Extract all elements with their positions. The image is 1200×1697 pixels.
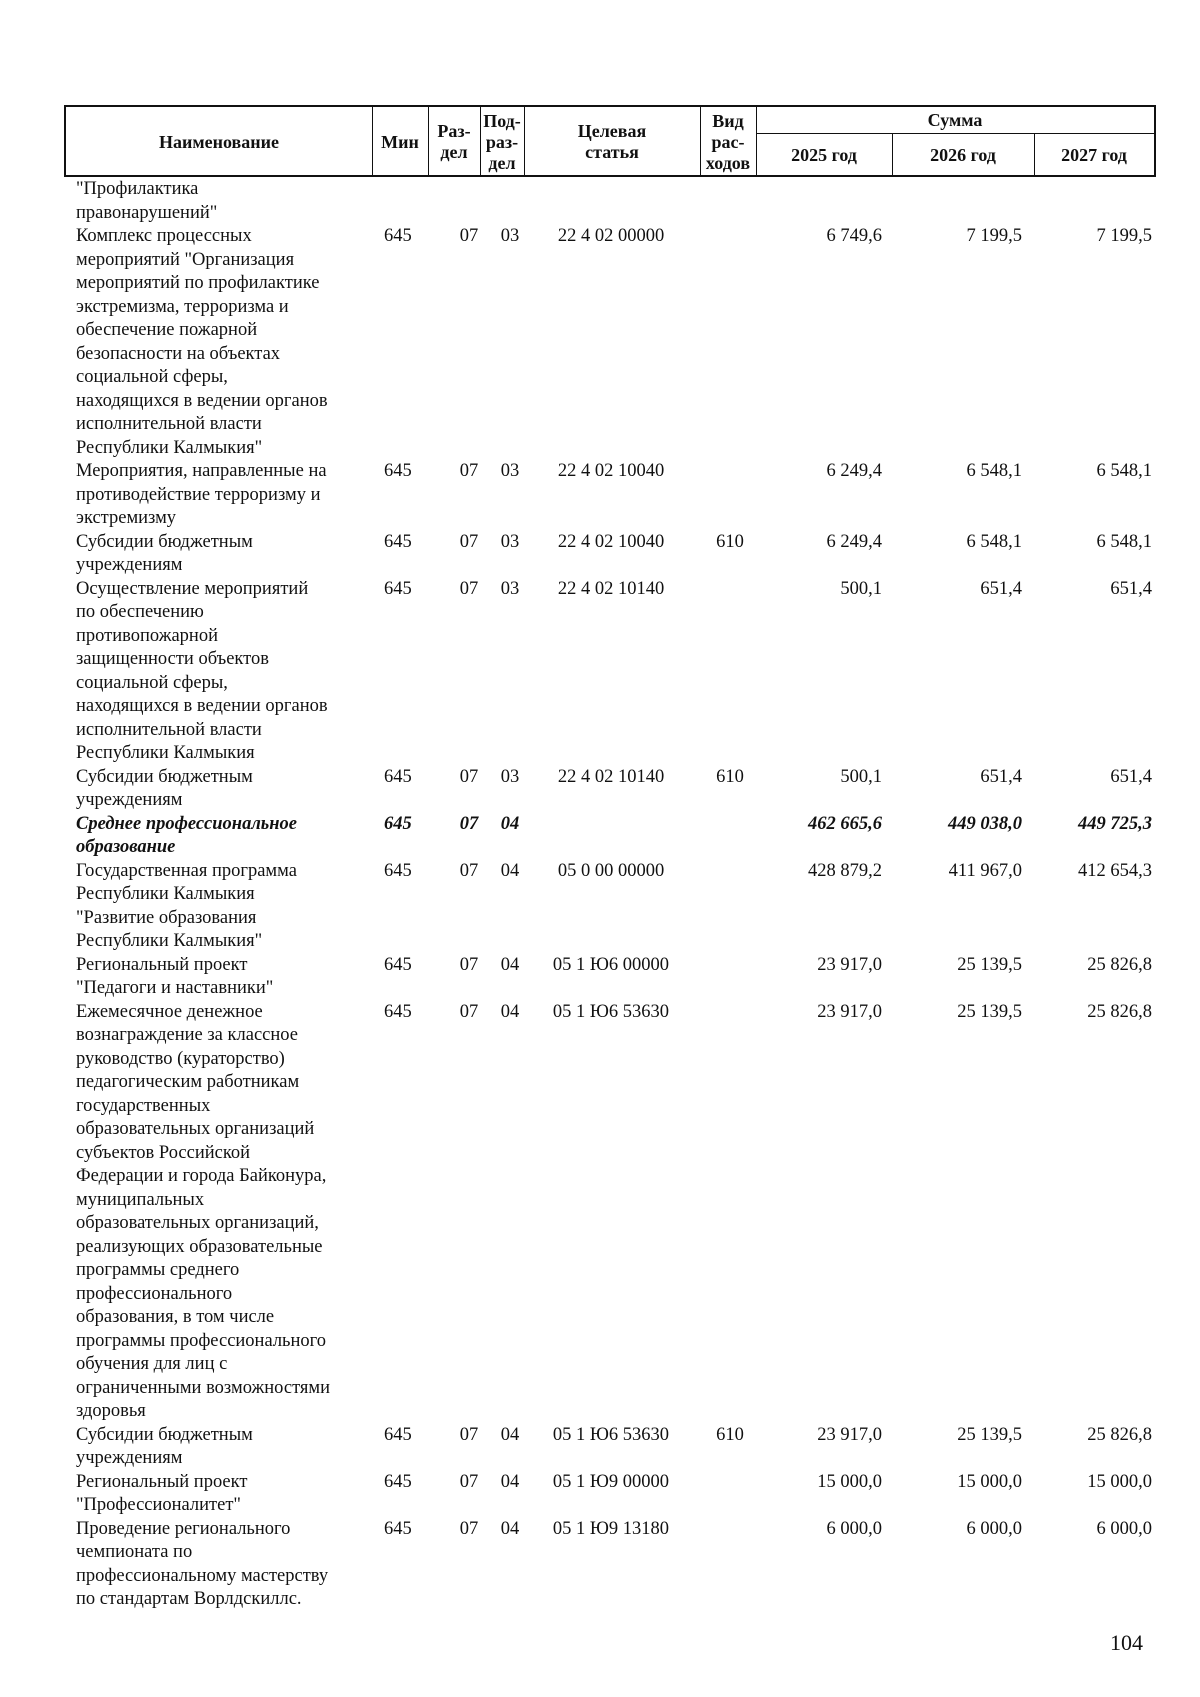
row-podrazdel: 04	[500, 1471, 520, 1492]
row-tsel: 05 1 Ю9 00000	[552, 1471, 670, 1492]
row-tsel: 22 4 02 10040	[557, 461, 665, 481]
row-min: 645	[384, 813, 412, 834]
row-y2027: 6 000,0	[1096, 1518, 1152, 1539]
row-y2026: 6 548,1	[966, 461, 1022, 481]
table-body	[64, 178, 1156, 1612]
row-y2025: 6 000,0	[826, 1518, 882, 1539]
row-y2025: 23 917,0	[817, 954, 882, 975]
row-y2027: 15 000,0	[1087, 1471, 1152, 1492]
row-razdel: 07	[459, 1471, 479, 1492]
header-2027: 2027 год	[1061, 144, 1127, 165]
row-razdel: 07	[459, 1001, 479, 1022]
row-y2026: 25 139,5	[957, 954, 1022, 975]
header-name: Наименование	[159, 131, 279, 152]
row-name: Региональный проект "Профессионалитет"	[76, 1471, 248, 1515]
row-razdel: 07	[459, 954, 479, 975]
row-name: Ежемесячное денежное вознаграждение за классное руководство (кураторство) педагогическим работникам государственных образовательных организаций субъектов Российской Федерации и города Байконура, муниципальных образовательных организаций, реализующих образовательные программы среднего профессионального образования, в том числе программы профессионального обучения для лиц с ограниченными возможностями здоровья	[76, 1001, 331, 1421]
row-name: Проведение регионального чемпионата по профессиональному мастерству по стандартам Ворлдскиллс.	[76, 1518, 329, 1609]
header-podrazdel: Под- раз- дел	[483, 110, 521, 173]
header-summa: Сумма	[927, 109, 983, 130]
row-y2025: 500,1	[840, 766, 882, 787]
row-razdel: 07	[459, 578, 479, 599]
table-row	[64, 578, 1156, 766]
row-min: 645	[384, 1424, 412, 1445]
row-podrazdel: 04	[500, 1424, 520, 1445]
row-name: "Профилактика правонарушений"	[76, 179, 218, 223]
row-y2026: 6 000,0	[966, 1518, 1022, 1539]
row-y2026: 25 139,5	[957, 1424, 1022, 1445]
row-y2026: 15 000,0	[957, 1471, 1022, 1492]
row-name: Осуществление мероприятий по обеспечению противопожарной защищенности объектов социальной сферы, находящихся в ведении органов исполнительной власти Республики Калмыкия	[76, 578, 328, 763]
row-min: 645	[384, 1518, 412, 1539]
row-name: Субсидии бюджетным учреждениям	[76, 531, 253, 575]
row-y2026: 651,4	[980, 766, 1022, 787]
row-podrazdel: 03	[500, 531, 520, 552]
row-podrazdel: 03	[500, 766, 520, 787]
row-name: Мероприятия, направленные на противодействие терроризму и экстремизму	[76, 461, 327, 528]
row-y2025: 428 879,2	[808, 860, 882, 881]
row-y2026: 411 967,0	[948, 860, 1022, 881]
row-tsel: 05 1 Ю6 00000	[552, 954, 670, 975]
header-razdel: Раз- дел	[437, 121, 471, 162]
table-header	[64, 105, 1156, 177]
row-podrazdel: 03	[500, 461, 520, 481]
table-row	[64, 1518, 1156, 1612]
row-name: Государственная программа Республики Калмыкия "Развитие образования Республики Калмыкия"	[76, 860, 297, 951]
row-podrazdel: 03	[500, 226, 520, 246]
row-vid: 610	[716, 531, 744, 552]
row-min: 645	[384, 766, 412, 787]
row-min: 645	[384, 461, 412, 481]
row-y2026: 25 139,5	[957, 1001, 1022, 1022]
row-y2025: 6 249,4	[826, 531, 882, 552]
row-name: Комплекс процессных мероприятий "Организация мероприятий по профилактике экстремизма, терроризма и обеспечение пожарной безопасности на объектах социальной сферы, находящихся в ведении органов исполнительной власти Республики Калмыкия"	[76, 226, 328, 458]
row-min: 645	[384, 860, 412, 881]
row-y2026: 651,4	[980, 578, 1022, 599]
row-y2025: 15 000,0	[817, 1471, 882, 1492]
header-2026: 2026 год	[930, 144, 996, 165]
row-razdel: 07	[459, 461, 479, 481]
row-razdel: 07	[459, 766, 479, 787]
row-min: 645	[384, 578, 412, 599]
row-y2027: 25 826,8	[1087, 954, 1152, 975]
row-min: 645	[384, 226, 412, 246]
row-y2027: 651,4	[1110, 766, 1152, 787]
row-y2027: 6 548,1	[1096, 531, 1152, 552]
header-2025: 2025 год	[791, 144, 857, 165]
row-y2027: 25 826,8	[1087, 1001, 1152, 1022]
header-min: Мин	[381, 131, 419, 152]
page-number: 104	[1110, 1630, 1143, 1655]
row-razdel: 07	[459, 1424, 479, 1445]
table-row	[64, 178, 1156, 225]
row-y2026: 7 199,5	[966, 226, 1022, 246]
row-tsel: 22 4 02 00000	[557, 226, 665, 246]
row-razdel: 07	[459, 813, 479, 834]
row-y2025: 23 917,0	[817, 1001, 882, 1022]
table-row	[64, 1424, 1156, 1471]
row-podrazdel: 04	[500, 860, 520, 881]
table-row	[64, 531, 1156, 578]
row-y2027: 6 548,1	[1096, 461, 1152, 481]
table-row	[64, 860, 1156, 954]
row-podrazdel: 04	[500, 1001, 520, 1022]
row-podrazdel: 04	[500, 1518, 520, 1539]
row-min: 645	[384, 1001, 412, 1022]
table-row	[64, 954, 1156, 1001]
row-y2025: 23 917,0	[817, 1424, 882, 1445]
row-tsel: 05 1 Ю9 13180	[552, 1518, 670, 1539]
row-y2025: 462 665,6	[808, 813, 882, 834]
row-name: Субсидии бюджетным учреждениям	[76, 766, 253, 810]
row-razdel: 07	[459, 860, 479, 881]
row-min: 645	[384, 954, 412, 975]
row-y2027: 7 199,5	[1096, 226, 1152, 246]
table-row	[64, 225, 1156, 460]
row-y2026: 6 548,1	[966, 531, 1022, 552]
row-tsel: 22 4 02 10140	[557, 578, 665, 599]
table-row	[64, 766, 1156, 813]
row-vid: 610	[716, 1424, 744, 1445]
row-vid: 610	[716, 766, 744, 787]
table-row	[64, 1001, 1156, 1424]
row-y2027: 651,4	[1110, 578, 1152, 599]
row-razdel: 07	[459, 1518, 479, 1539]
row-tsel: 05 1 Ю6 53630	[552, 1424, 670, 1445]
row-y2025: 6 249,4	[826, 461, 882, 481]
row-y2027: 412 654,3	[1078, 860, 1152, 881]
row-y2025: 500,1	[840, 578, 882, 599]
row-tsel: 22 4 02 10040	[557, 531, 665, 552]
row-podrazdel: 04	[500, 813, 520, 834]
row-min: 645	[384, 531, 412, 552]
row-tsel: 22 4 02 10140	[557, 766, 665, 787]
row-y2027: 449 725,3	[1078, 813, 1152, 834]
row-tsel: 05 0 00 00000	[557, 860, 665, 881]
header-tsel: Целевая статья	[577, 121, 647, 162]
table-row	[64, 813, 1156, 860]
row-y2025: 6 749,6	[826, 226, 882, 246]
row-name: Среднее профессиональное образование	[76, 813, 297, 857]
table-row	[64, 1471, 1156, 1518]
table-row	[64, 460, 1156, 531]
row-podrazdel: 03	[500, 578, 520, 599]
row-y2027: 25 826,8	[1087, 1424, 1152, 1445]
row-name: Субсидии бюджетным учреждениям	[76, 1424, 253, 1468]
row-razdel: 07	[459, 226, 479, 246]
row-podrazdel: 04	[500, 954, 520, 975]
row-min: 645	[384, 1471, 412, 1492]
header-vid: Вид рас- ходов	[705, 110, 751, 173]
row-y2026: 449 038,0	[948, 813, 1022, 834]
row-razdel: 07	[459, 531, 479, 552]
row-tsel: 05 1 Ю6 53630	[552, 1001, 670, 1022]
row-name: Региональный проект "Педагоги и наставники"	[76, 954, 274, 998]
